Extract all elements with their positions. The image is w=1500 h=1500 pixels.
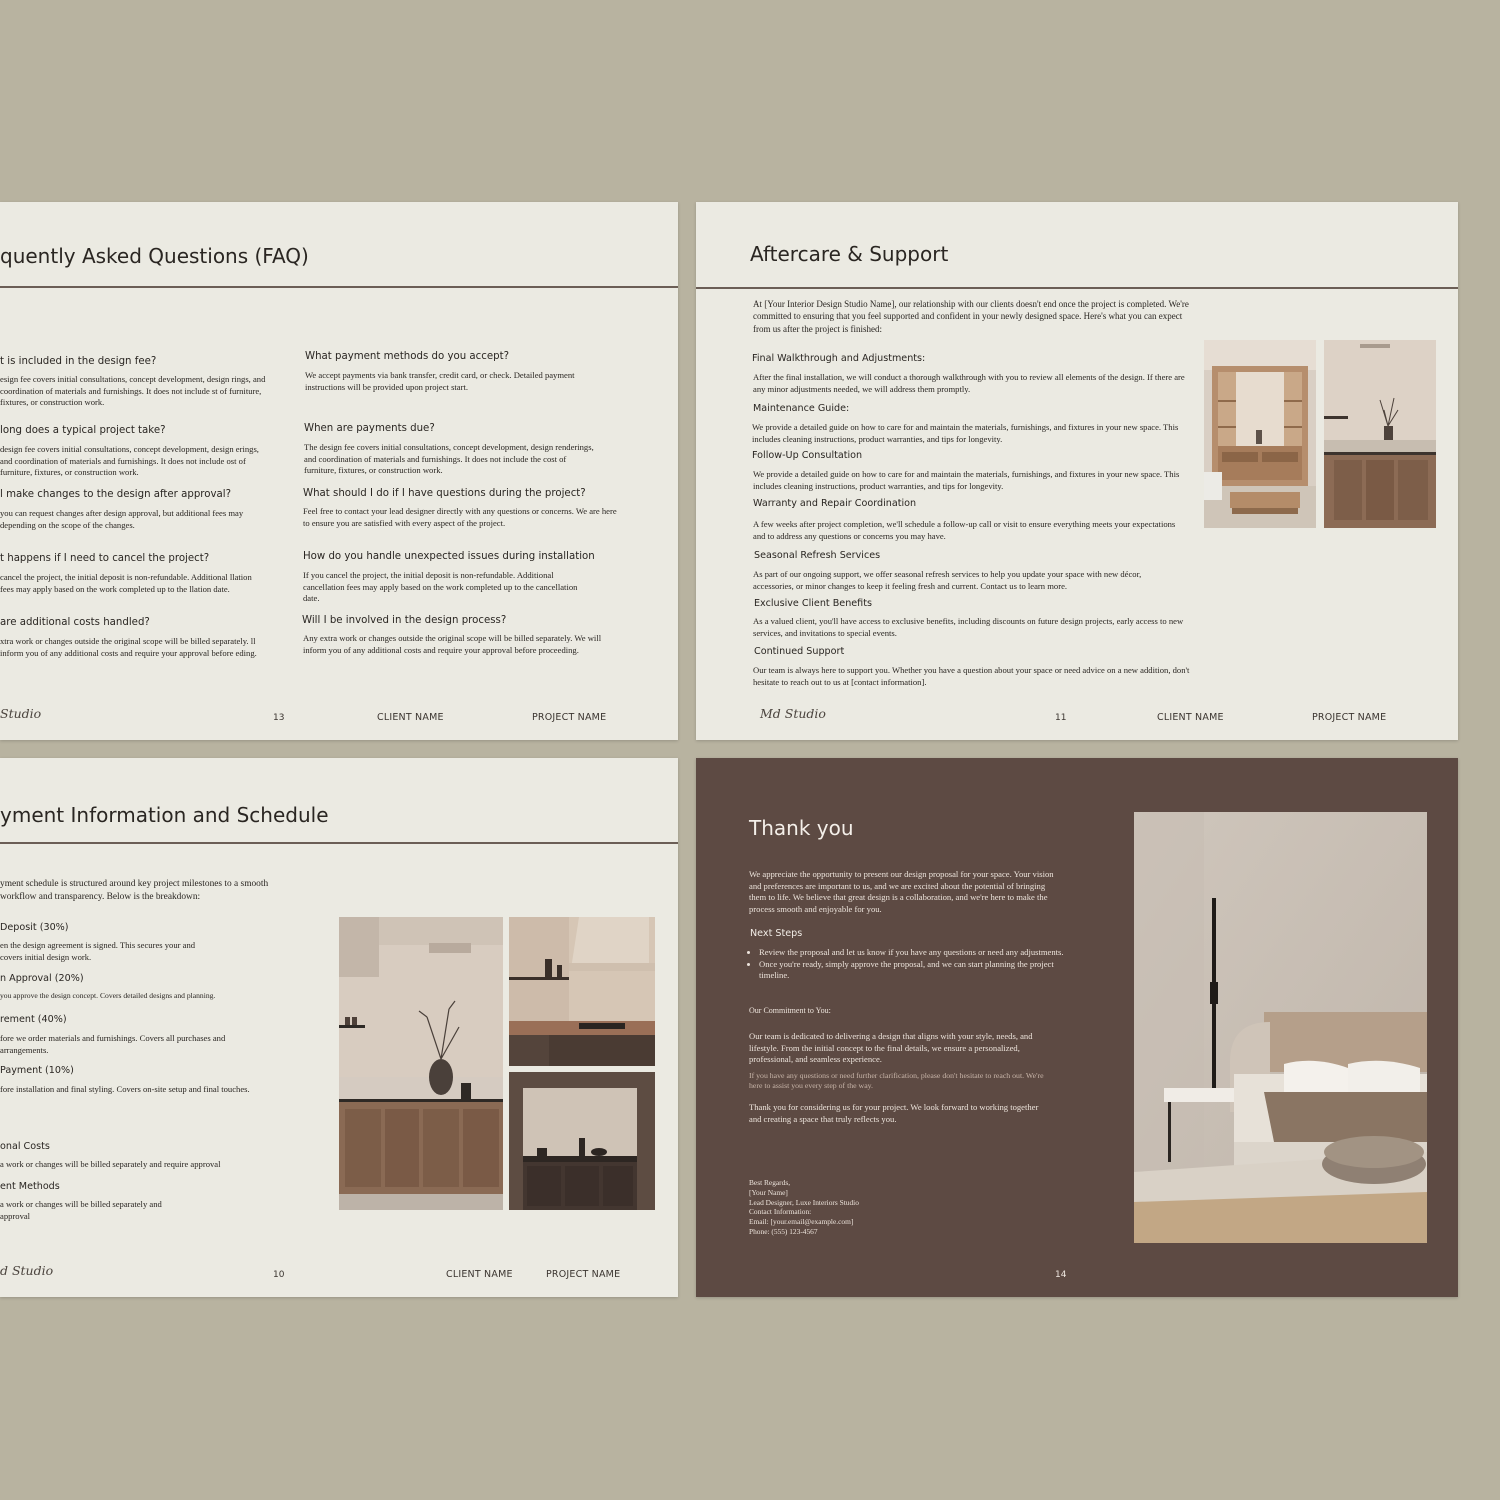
next-steps-heading: Next Steps [750,928,803,939]
range-hood-photo [509,917,655,1066]
faq-answer: design fee covers initial consultations, concept development, design erings, and coordination of materials and furnishings. It does not include ost of furniture, fixtures, or construction work. [0,444,259,478]
signature-line: Best Regards, [749,1178,791,1187]
faq-page [0,202,678,740]
schedule-heading: Payment (10%) [0,1065,74,1076]
signature-line: Phone: (555) 123-4567 [749,1226,818,1236]
title-divider [0,286,678,288]
schedule-text: en the design agreement is signed. This secures your and covers initial design work. [0,940,196,962]
schedule-text: a work or changes will be billed separately and require approval [0,1159,221,1169]
page-title: quently Asked Questions (FAQ) [0,244,309,268]
schedule-heading: Deposit (30%) [0,922,69,933]
client-name-label: CLIENT NAME [1157,712,1224,723]
intro-text: yment schedule is structured around key project milestones to a smooth workflow and transparency. Below is the breakdown: [0,879,269,902]
schedule-heading: rement (40%) [0,1014,67,1025]
page-title: Thank you [749,816,854,840]
project-name-label: PROJECT NAME [532,712,607,723]
faq-question: l make changes to the design after approval? [0,489,231,500]
faq-question: t happens if I need to cancel the project? [0,553,210,564]
signature-line: [Your Name] [749,1187,788,1197]
signature-line: Email: [your.email@example.com] [749,1217,854,1227]
schedule-heading: ent Methods [0,1181,60,1192]
section-heading: Continued Support [754,646,845,657]
studio-logo: Md Studio [760,706,826,721]
next-step-item: • Once you're ready, simply approve the proposal, and we can start planning the project timeline. [759,959,1065,982]
faq-answer: esign fee covers initial consultations, concept development, design rings, and coordination of materials and furnishings. It does not include st of furniture, fixtures, or construction work. [0,374,266,408]
faq-question: Will I be involved in the design process? [302,615,507,626]
section-text: We provide a detailed guide on how to care for and maintain the materials, furnishings, and fixtures in your new space. This includes cleaning instructions, product warranties, and tips for longevity. [752,422,1179,444]
project-name-label: PROJECT NAME [546,1269,621,1280]
faq-answer: xtra work or changes outside the original scope will be billed separately. ll inform you of any additional costs and require your approval before eding. [0,636,257,658]
aftercare-page [696,202,1458,740]
page-number: 14 [1055,1270,1067,1280]
closing-text: Thank you for considering us for your project. We look forward to working together and creating a space that truly reflects you. [749,1102,1039,1124]
clarification-text: If you have any questions or need further clarification, please don't hesitate to reach out. We're here to assist you every step of the way. [749,1071,1044,1091]
faq-answer: If you cancel the project, the initial deposit is non-refundable. Additional cancellation fees may apply based on the work completed up to the cancellation date. [303,570,578,604]
section-heading: Final Walkthrough and Adjustments: [752,353,926,364]
section-heading: Maintenance Guide: [753,403,850,414]
page-number: 13 [273,713,285,723]
section-text: We provide a detailed guide on how to care for and maintain the materials, furnishings, and fixtures in your new space. This includes cleaning instructions, product warranties, and tips for longevity. [753,469,1180,491]
page-title: yment Information and Schedule [0,803,329,827]
dark-cabinet-photo [509,1072,655,1210]
faq-question: What payment methods do you accept? [305,351,509,362]
faq-answer: We accept payments via bank transfer, credit card, or check. Detailed payment instructions will be provided upon project start. [305,370,575,392]
commitment-text: Our team is dedicated to delivering a design that aligns with your style, needs, and lifestyle. From the initial concept to the final details, we ensure a personalized, professional, and seamless experience. [749,1031,1033,1065]
client-name-label: CLIENT NAME [446,1269,513,1280]
signature-line: Contact Information: [749,1207,812,1217]
faq-question: What should I do if I have questions during the project? [303,488,586,499]
faq-answer: you can request changes after design approval, but additional fees may depending on the scope of the changes. [0,508,244,530]
section-text: As a valued client, you'll have access to exclusive benefits, including discounts on future design projects, early access to new services, and invitations to special events. [753,616,1184,638]
page-title: Aftercare & Support [750,242,949,266]
signature-block [749,1178,859,1237]
intro-text: We appreciate the opportunity to present our design proposal for your space. Your vision and preferences are important to us, and we are excited about the potential of bringing them to life. We believe that great design is a collaboration, and we're here to make the process smooth and enjoyable for you. [749,869,1054,914]
living-room-photo [1204,340,1316,528]
section-text: Our team is always here to support you. Whether you have a question about your space or need advice on a new addition, don't hesitate to reach out to us at [contact information]. [753,665,1190,687]
faq-answer: cancel the project, the initial deposit is non-refundable. Additional llation fees may apply based on the work completed up to the llation date. [0,572,252,594]
schedule-text: fore installation and final styling. Covers on-site setup and final touches. [0,1084,250,1094]
faq-answer: The design fee covers initial consultations, concept development, design renderings, and coordination of materials and furnishings. It does not include the cost of furniture, fixtures, or construction work. [304,442,594,476]
kitchen-tall-photo [339,917,503,1210]
schedule-heading: onal Costs [0,1141,50,1152]
client-name-label: CLIENT NAME [377,712,444,723]
schedule-text: a work or changes will be billed separately and approval [0,1199,162,1221]
section-heading: Follow-Up Consultation [752,450,863,461]
faq-question: t is included in the design fee? [0,356,157,367]
project-name-label: PROJECT NAME [1312,712,1387,723]
faq-question: How do you handle unexpected issues during installation [303,551,595,562]
schedule-heading: n Approval (20%) [0,973,84,984]
section-heading: Exclusive Client Benefits [754,598,872,609]
title-divider [696,287,1458,289]
bedroom-photo [1134,812,1427,1243]
studio-logo: Studio [0,706,42,721]
page-number: 11 [1055,713,1067,723]
title-divider [0,842,678,844]
faq-question: are additional costs handled? [0,617,150,628]
signature-line: Lead Designer, Luxe Interiors Studio [749,1197,859,1207]
schedule-text: you approve the design concept. Covers detailed designs and planning. [0,991,216,1000]
commitment-heading: Our Commitment to You: [749,1006,831,1015]
faq-answer: Any extra work or changes outside the original scope will be billed separately. We will inform you of any additional costs and require your approval before proceeding. [303,633,602,655]
section-heading: Seasonal Refresh Services [754,550,881,561]
section-text: A few weeks after project completion, we'll schedule a follow-up call or visit to ensure everything meets your expectations and to address any questions or concerns you may have. [753,519,1176,541]
schedule-text: fore we order materials and furnishings. Covers all purchases and arrangements. [0,1033,226,1055]
page-number: 10 [273,1270,285,1280]
next-steps-list [749,947,1065,982]
payment-page [0,758,678,1297]
kitchen-photo [1324,340,1436,528]
faq-question: When are payments due? [304,423,435,434]
section-heading: Warranty and Repair Coordination [753,498,917,509]
faq-answer: Feel free to contact your lead designer directly with any questions or concerns. We are here to ensure you are satisfied with every aspect of the project. [303,506,617,528]
next-step-item: • Review the proposal and let us know if you have any questions or need any adjustments. [759,947,1065,959]
faq-question: long does a typical project take? [0,425,166,436]
section-text: After the final installation, we will conduct a thorough walkthrough with you to review all elements of the design. If there are any minor adjustments needed, we will address them promptly. [753,372,1185,394]
studio-logo: d Studio [0,1263,54,1278]
section-text: As part of our ongoing support, we offer seasonal refresh services to help you update your space with new décor, accessories, or minor changes to keep it feeling fresh and current. Contact us to learn more. [753,569,1142,591]
thank-you-page [696,758,1458,1297]
intro-text: At [Your Interior Design Studio Name], our relationship with our clients doesn't end once the project is completed. We're committed to ensuring that you feel supported and confident in your newly designed space. Here's what you can expect from us after the project is finished: [753,299,1189,334]
